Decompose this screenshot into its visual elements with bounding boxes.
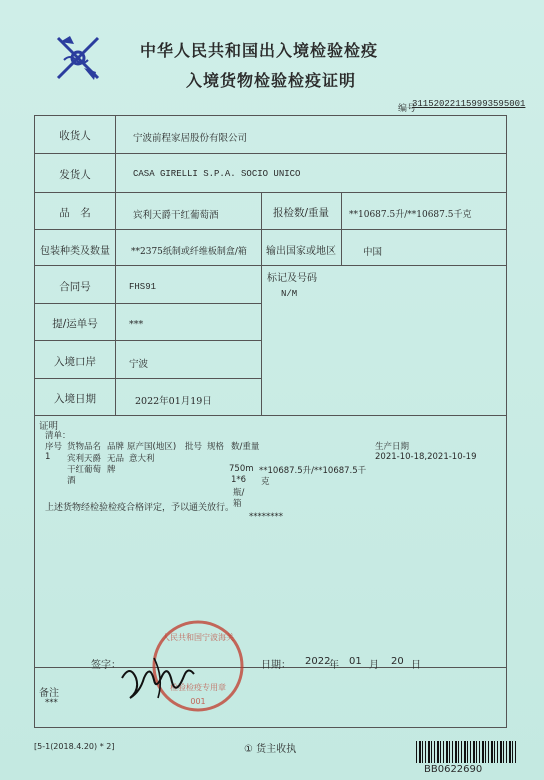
row-spec-2: 1*6 [231,475,247,485]
sign-year-unit: 年 [329,660,339,671]
row-name-3: 酒 [67,476,76,486]
contract-value: FHS91 [129,282,157,292]
title-line2: 入境货物检验检疫证明 [186,71,357,90]
divider-right-label [341,193,342,266]
origin-label: 输出国家或地区 [266,246,336,257]
copy-note: ① 货主收执 [244,744,297,755]
packing-label: 包装种类及数量 [40,246,110,257]
remarks-box [34,668,507,728]
barcode-icon [416,741,516,763]
consignor-value: CASA GIRELLI S.P.A. SOCIO UNICO [133,169,301,179]
col-prod-date-header: 生产日期 [375,442,410,452]
goods-value: 宾利天爵干红葡萄酒 [133,210,219,221]
sign-month-unit: 月 [369,660,379,671]
col-origin-header: 原产国(地区) [127,442,177,452]
row-origin: 意大利 [129,454,155,464]
row-no: 1 [45,452,51,462]
row-qty-1: **10687.5升/**10687.5千 [259,466,367,476]
cert-no-label: 编号 [398,104,417,114]
contract-label: 合同号 [59,281,91,293]
sign-day-unit: 日 [411,660,421,671]
consignee-label: 收货人 [59,130,91,142]
consignor-label: 发货人 [59,169,91,181]
stars-mark: ******** [249,512,283,522]
certificate-label: 证明 [39,421,59,432]
bl-value: *** [129,319,144,330]
row-brand-2: 牌 [107,465,116,475]
marks-label: 标记及号码 [267,273,317,284]
cert-no: 311520221159993595001 [412,99,526,109]
origin-value: 中国 [363,247,383,258]
serial-number: BB0622690 [424,764,483,775]
consignee-value: 宁波前程家居股份有限公司 [133,133,248,144]
date-sign-label: 日期： [261,660,291,671]
stamp-bottom-text: 检验检疫专用章 [170,683,226,692]
title-line1: 中华人民共和国出入境检验检疫 [140,41,379,60]
sign-month: 01 [349,656,362,667]
bl-label: 提/运单号 [52,318,98,330]
col-name-header: 货物品名 [67,442,102,452]
date-label: 入境日期 [54,393,96,405]
sign-year: 2022 [305,656,331,667]
stamp-code: 001 [190,697,206,706]
col-batch-header: 批号 [185,442,203,452]
remarks-value: *** [45,698,58,708]
row-qty-2: 克 [261,477,270,487]
list-label: 清单： [45,431,71,441]
sign-day: 20 [391,656,404,667]
goods-label: 品 名 [59,207,91,219]
row-name-1: 宾利天爵 [67,454,102,464]
port-label: 入境口岸 [54,356,96,368]
col-qty-header: 数/重量 [231,442,260,452]
row-brand-1: 无品 [107,454,125,464]
divider-label-column [115,116,116,416]
remarks-label: 备注 [39,688,59,699]
caduceus-emblem-icon [50,30,106,86]
divider-middle [261,193,262,416]
pass-statement: 上述货物经检验检疫合格评定，予以通关放行。 [45,503,235,513]
weight-label: 报检数/重量 [272,207,330,219]
row-spec-3: 瓶/ [233,488,245,498]
port-value: 宁波 [129,359,149,370]
col-brand-header: 品牌 [107,442,125,452]
row-name-2: 干红葡萄 [67,465,102,475]
marks-value: N/M [281,289,298,299]
row-prod-date: 2021-10-18,2021-10-19 [375,452,477,462]
weight-value: **10687.5升/**10687.5千克 [349,210,472,220]
col-spec-header: 规格 [207,442,225,452]
form-code: [5-1(2018.4.20) * 2] [34,742,115,751]
date-value: 2022年01月19日 [135,396,212,407]
packing-value: **2375纸制或纤维板制盒/箱 [131,247,247,257]
row-spec-4: 箱 [233,499,242,509]
form-table [34,115,507,671]
stamp-top-text: 人民共和国宁波海关 [162,633,234,642]
col-no-header: 序号 [45,442,63,452]
signer-label: 签字： [91,660,121,671]
row-spec-1: 750m [229,464,254,474]
